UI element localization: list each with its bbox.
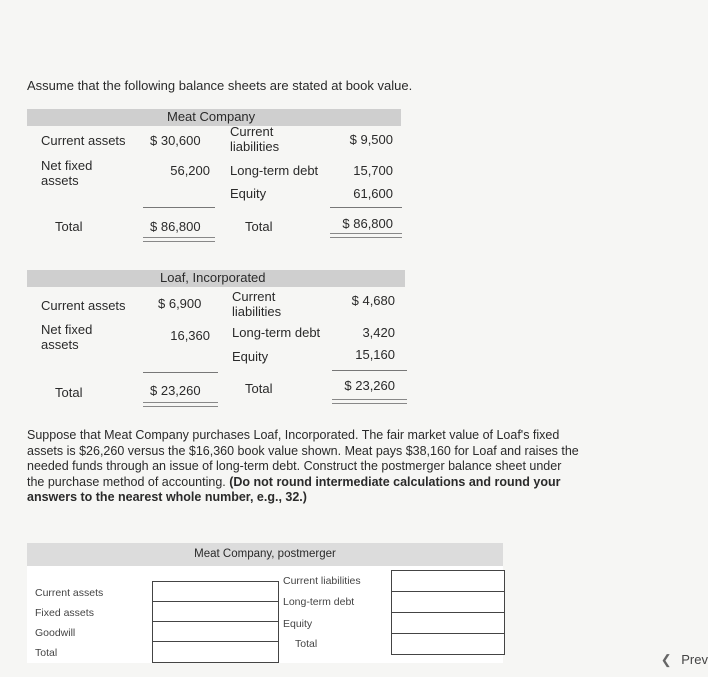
loaf-net-fixed: 16,360	[170, 328, 210, 343]
loaf-ltd: 3,420	[362, 325, 395, 340]
chevron-left-icon: ❮	[660, 652, 672, 667]
prev-label: Prev	[681, 652, 708, 667]
goodwill-input[interactable]	[152, 621, 279, 643]
postmerger-answer-table	[27, 543, 503, 663]
label-goodwill: Goodwill	[35, 627, 76, 639]
loaf-title: Loaf, Incorporated	[160, 270, 266, 285]
label-long-term-debt: Long-term debt	[283, 596, 355, 608]
meat-equity-label: Equity	[230, 186, 267, 201]
loaf-total-liab: $ 23,260	[344, 378, 395, 393]
loaf-assets-underline	[143, 372, 218, 373]
meat-total-label-2: Total	[245, 219, 273, 234]
meat-current-assets-label: Current assets	[41, 133, 126, 148]
meat-current-liabilities: $ 9,500	[349, 132, 393, 147]
meat-total-label: Total	[55, 219, 83, 234]
loaf-ltd-label: Long-term debt	[232, 325, 321, 340]
total-liabilities-input[interactable]	[391, 633, 505, 655]
loaf-current-assets: $ 6,900	[158, 296, 202, 311]
fixed-assets-input[interactable]	[152, 601, 279, 623]
loaf-total-label: Total	[55, 385, 83, 400]
loaf-equity-label: Equity	[232, 349, 269, 364]
meat-current-assets: $ 30,600	[150, 133, 201, 148]
label-total-liabilities: Total	[295, 638, 318, 650]
question-text	[27, 428, 582, 506]
loaf-liab-double-underline	[332, 399, 407, 404]
meat-ltd: 15,700	[353, 163, 393, 178]
current-assets-input[interactable]	[152, 581, 279, 603]
meat-total-liab: $ 86,800	[342, 216, 393, 231]
meat-liab-underline	[330, 207, 402, 208]
current-liabilities-input[interactable]	[391, 570, 505, 592]
meat-liab-double-underline	[330, 233, 402, 238]
loaf-current-assets-label: Current assets	[41, 298, 126, 313]
label-equity: Equity	[283, 618, 313, 630]
loaf-total-assets: $ 23,260	[150, 383, 201, 398]
meat-current-liabilities-label: Current liabilities	[230, 124, 280, 154]
loaf-current-liabilities-label: Current liabilities	[232, 289, 282, 319]
meat-total-assets: $ 86,800	[150, 219, 201, 234]
question-body: Suppose that Meat Company purchases Loaf, Incorporated. The fair market value of Loaf's fixed assets is $26,260 versus the $16,360 book value shown. Meat pays $38,160 for Loaf and raises the needed funds through an issue of long-term debt. Construct the postmerger balance sheet under the purchase method of accounting.	[27, 428, 579, 489]
loaf-assets-double-underline	[143, 402, 218, 407]
postmerger-title: Meat Company, postmerger	[27, 543, 503, 566]
meat-assets-double-underline	[143, 237, 215, 242]
meat-net-fixed-label: Net fixed assets	[41, 158, 93, 188]
label-current-assets: Current assets	[35, 587, 104, 599]
label-total-assets: Total	[35, 647, 58, 659]
meat-assets-underline	[143, 207, 215, 208]
loaf-liab-underline	[332, 370, 407, 371]
long-term-debt-input[interactable]	[391, 591, 505, 613]
equity-input[interactable]	[391, 612, 505, 634]
loaf-equity: 15,160	[355, 347, 395, 362]
loaf-current-liabilities: $ 4,680	[351, 293, 395, 308]
meat-net-fixed: 56,200	[170, 163, 210, 178]
label-current-liabilities: Current liabilities	[283, 575, 361, 587]
meat-ltd-label: Long-term debt	[230, 163, 319, 178]
loaf-net-fixed-label: Net fixed assets	[41, 322, 93, 352]
intro-text: Assume that the following balance sheets are stated at book value.	[27, 78, 413, 93]
meat-equity: 61,600	[353, 186, 393, 201]
question-instruction: (Do not round intermediate calculations and round your answers to the nearest whole number, e.g., 32.)	[27, 474, 561, 505]
prev-button[interactable]	[661, 652, 708, 668]
total-assets-input[interactable]	[152, 641, 279, 663]
meat-title: Meat Company	[167, 109, 256, 124]
loaf-total-label-2: Total	[245, 381, 273, 396]
label-fixed-assets: Fixed assets	[35, 607, 94, 619]
